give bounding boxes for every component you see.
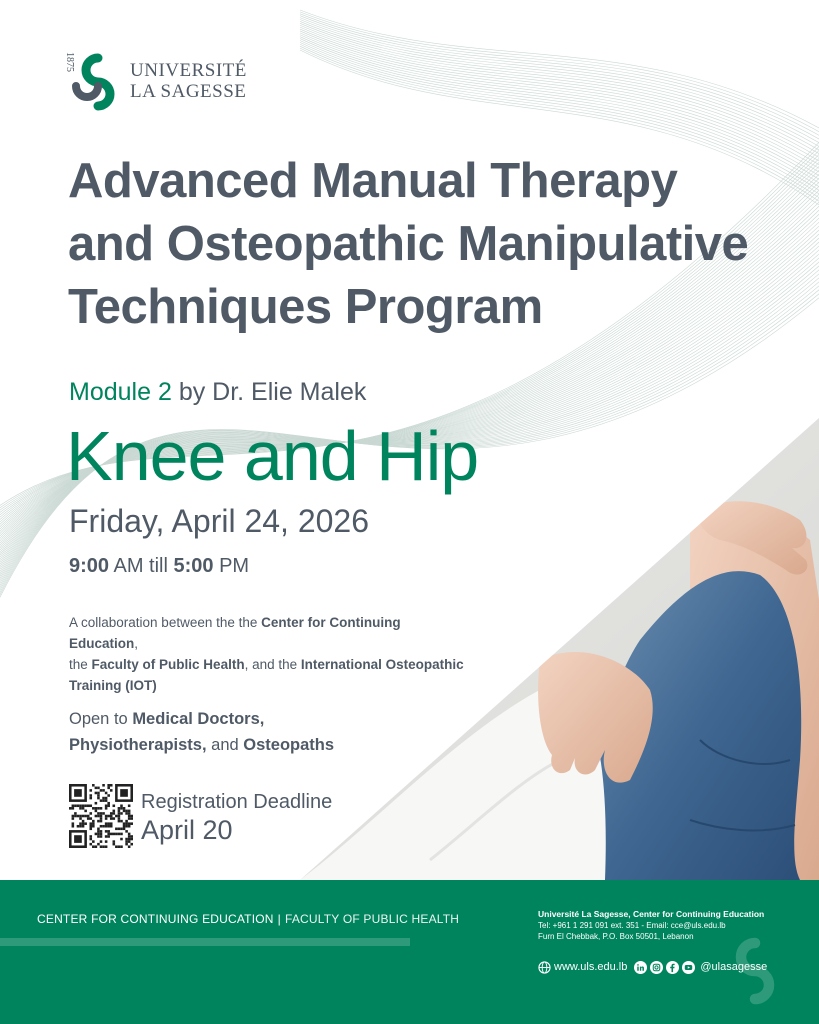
globe-icon — [538, 961, 551, 974]
program-title-line3: Techniques Program — [68, 280, 543, 334]
watermark-logo-icon — [720, 936, 790, 1006]
audience-doctors: Medical Doctors, — [132, 710, 265, 728]
module-instructor: by Dr. Elie Malek — [178, 378, 367, 406]
collab-fph: Faculty of Public Health — [91, 657, 245, 672]
university-logo — [64, 48, 274, 112]
event-time — [69, 555, 249, 578]
footer-separator: | — [277, 912, 281, 926]
logo-mark-icon — [68, 52, 128, 112]
website-link[interactable]: www.uls.edu.lb — [554, 961, 628, 973]
program-title — [68, 150, 768, 339]
social-handle[interactable]: @ulasagesse — [700, 961, 768, 973]
program-title-line2: and Osteopathic Manipulative — [68, 217, 749, 271]
program-title-line1: Advanced Manual Therapy — [68, 154, 678, 208]
linkedin-icon[interactable] — [634, 961, 647, 974]
logo-established-year: 1875 — [64, 52, 75, 72]
footer — [0, 880, 819, 1024]
event-date: Friday, April 24, 2026 — [69, 503, 370, 539]
audience-and: and — [211, 736, 239, 754]
registration-deadline — [141, 790, 332, 846]
start-suffix: AM till — [113, 555, 168, 577]
registration-label: Registration Deadline — [141, 791, 333, 813]
audience-physios: Physiotherapists, — [69, 736, 207, 754]
collab-text-1: A collaboration between the the — [69, 615, 258, 630]
collab-comma: , — [134, 636, 139, 651]
collab-iot: International Osteopathic — [300, 657, 464, 672]
module-label: Module 2 — [69, 378, 172, 406]
collab-iot-2: Training (IOT) — [69, 678, 157, 693]
facebook-icon[interactable] — [666, 961, 679, 974]
university-name — [130, 60, 247, 102]
footer-contact-address: Furn El Chebbak, P.O. Box 50501, Lebanon — [538, 932, 694, 941]
footer-contact-name: Université La Sagesse, Center for Continuing Education — [538, 909, 765, 919]
footer-org-fph: FACULTY OF PUBLIC HEALTH — [284, 912, 460, 926]
module-line — [69, 378, 366, 407]
audience-text — [69, 706, 399, 758]
footer-org-cce: CENTER FOR CONTINUING EDUCATION — [37, 912, 274, 926]
end-time: 5:00 — [173, 555, 214, 577]
collab-text-2: the — [69, 657, 88, 672]
audience-prefix: Open to — [69, 710, 128, 728]
start-time: 9:00 — [69, 555, 110, 577]
registration-qr-code[interactable] — [69, 784, 133, 848]
university-name-line1: UNIVERSITÉ — [130, 60, 247, 81]
footer-accent-bar — [0, 938, 410, 946]
collaboration-text — [69, 612, 469, 696]
audience-osteopaths: Osteopaths — [243, 736, 335, 754]
end-suffix: PM — [219, 555, 250, 577]
university-name-line2: LA SAGESSE — [130, 81, 247, 102]
instagram-icon[interactable] — [650, 961, 663, 974]
module-topic: Knee and Hip — [66, 417, 479, 495]
registration-date: April 20 — [141, 815, 233, 845]
youtube-icon[interactable] — [682, 961, 695, 974]
footer-organizations — [37, 912, 459, 926]
collab-cce: Center for Continuing Education — [69, 615, 401, 651]
footer-contact-phone-email: Tel: +961 1 291 091 ext. 351 - Email: cce@uls.edu.lb — [538, 921, 726, 930]
collab-text-3: , and the — [244, 657, 298, 672]
